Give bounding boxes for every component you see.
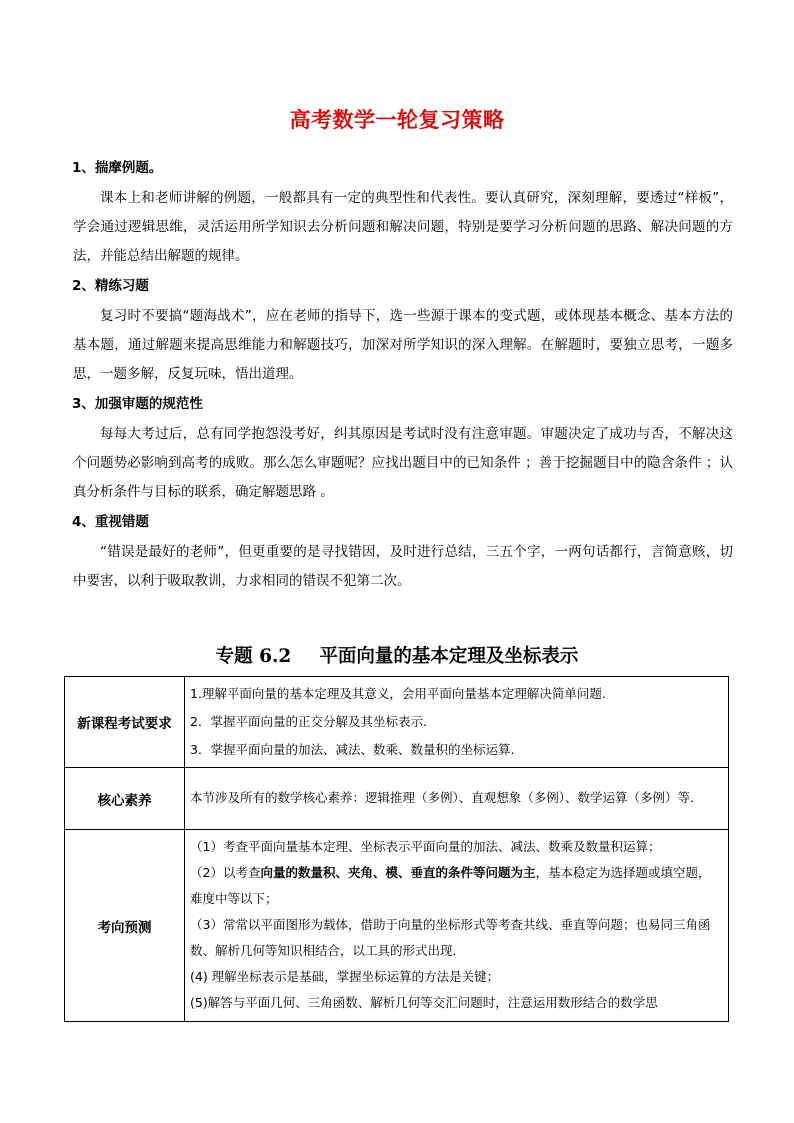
section-heading-1: 1、揣摩例题。 [72,160,163,176]
topic-info-table [64,676,729,1022]
core-literacy-text: 本节涉及所有的数学核心素养：逻辑推理（多例）、直观想象（多例）、数学运算（多例）等. [190,790,694,805]
table-row [65,677,729,768]
requirement-line-3: 3．掌握平面向量的加法、减法、数乘、数量积的坐标运算. [190,741,515,757]
prediction-line-1: （1）考查平面向量基本定理、坐标表示平面向量的加法、减法、数乘及数量积运算； [190,839,661,854]
prediction-line-2 [190,860,722,912]
prediction-line-4: (4) 理解坐标表示是基础，掌握坐标运算的方法是关键； [190,969,500,984]
section-paragraph-4: “错误是最好的老师”，但更重要的是寻找错因，及时进行总结，三五个字，一两句话都行，言简意赅，切中要害，以利于吸取教训，力求相同的错误不犯第二次。 [73,544,733,589]
topic-number: 专题 6.2 [215,646,292,667]
topic-name: 平面向量的基本定理及坐标表示 [319,646,579,667]
requirement-line-1: 1.理解平面向量的基本定理及其意义，会用平面向量基本定理解决简单问题. [190,685,606,701]
prediction-line-2-highlight: 向量的数量积、夹角、模、垂直的条件等问题为主 [260,865,536,880]
prediction-line-2-end: ，基本稳定为选择题或填空题，难度中等以下； [190,865,711,906]
section-heading-4: 4、重视错题 [72,514,149,530]
row-label-core-literacy: 核心素养 [65,768,185,830]
section-paragraph-3: 每每大考过后，总有同学抱怨没考好，纠其原因是考试时没有注意审题。审题决定了成功与否，不解决这个问题势必影响到高考的成败。那么怎么审题呢？应找出题目中的已知条件 ；善于挖掘题目中的隐含条件 ；认真分析条件与目标的联系，确定解题思路 。 [73,426,733,500]
row-content-requirements [185,677,729,768]
prediction-line-3: （3）常常以平面图形为载体，借助于向量的坐标形式等考查共线、垂直等问题；也易同三角函数、解析几何等知识相结合，以工具的形式出现． [190,917,711,958]
table-row [65,830,729,1022]
table-row [65,768,729,830]
section-heading-2: 2、精练习题 [72,278,149,294]
prediction-line-5: (5)解答与平面几何、三角函数、解析几何等交汇问题时，注意运用数形结合的数学思 [190,995,658,1010]
requirement-line-2: 2．掌握平面向量的正交分解及其坐标表示. [190,713,427,729]
page-title: 高考数学一轮复习策略 [289,108,505,132]
section-heading-3: 3、加强审题的规范性 [72,396,203,412]
row-label-requirements: 新课程考试要求 [65,677,185,768]
section-paragraph-1: 课本上和老师讲解的例题，一般都具有一定的典型性和代表性。要认真研究，深刻理解，要透过“样板”，学会通过逻辑思维，灵活运用所学知识去分析问题和解决问题，特别是要学习分析问题的思路、解决问题的方法，并能总结出解题的规律。 [73,190,733,264]
row-content-core-literacy [185,768,729,830]
section-paragraph-2: 复习时不要搞“题海战术”，应在老师的指导下，选一些源于课本的变式题，或体现基本概念、基本方法的基本题，通过解题来提高思维能力和解题技巧，加深对所学知识的深入理解。在解题时，要独立思考，一题多思，一题多解，反复玩味，悟出道理。 [73,308,733,382]
row-label-prediction: 考向预测 [65,830,185,1022]
topic-title [0,642,794,668]
row-content-prediction [185,830,729,1022]
prediction-line-2-start: （2）以考查 [190,865,261,880]
